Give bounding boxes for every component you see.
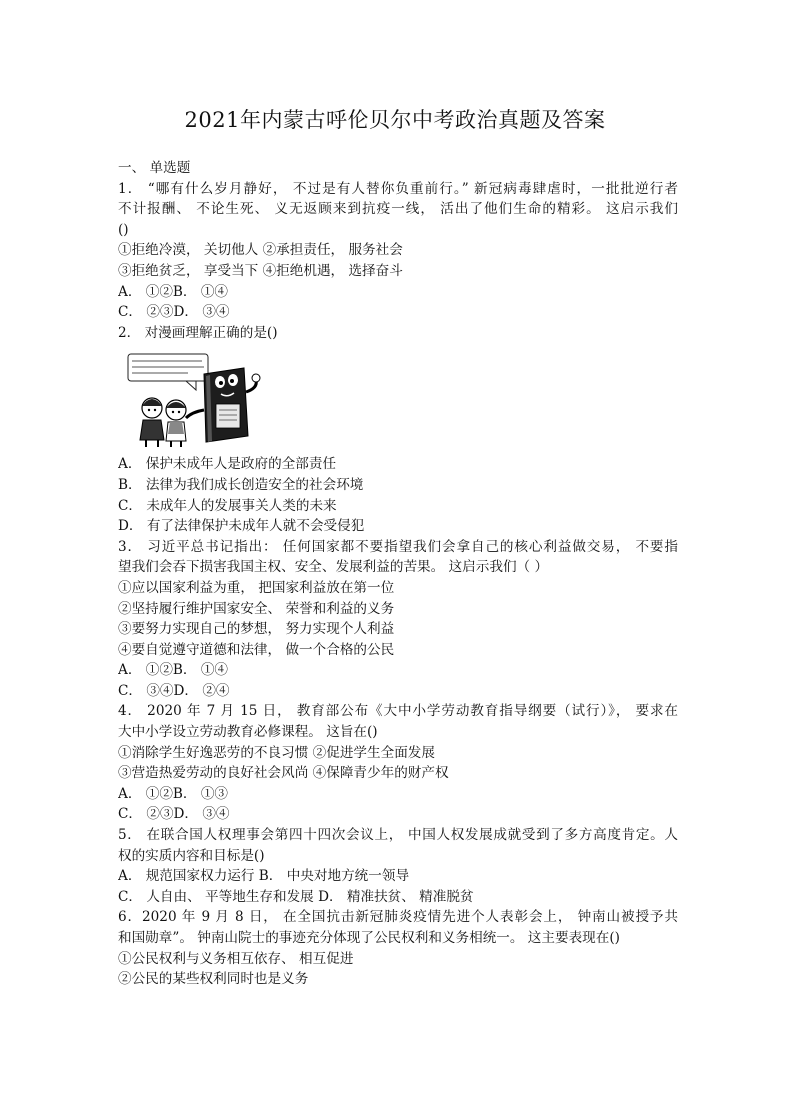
q6-option-2: ②公民的某些权利同时也是义务: [118, 971, 309, 988]
document-body: [118, 158, 678, 990]
q6-stem-line2: 和国勋章”。 钟南山院士的事迹充分体现了公民权利和义务相统一。 这主要表现在(): [118, 930, 620, 946]
q2-stem: 2． 对漫画理解正确的是(): [118, 324, 278, 341]
q4-option-line2: ③营造热爱劳动的良好社会风尚 ④保障青少年的财产权: [118, 765, 449, 782]
q2-option-c: C． 未成年人的发展事关人类的未来: [118, 497, 337, 514]
q2-option-d: D． 有了法律保护未成年人就不会受侵犯: [118, 518, 365, 535]
q5-stem-line2: 权的实质内容和目标是(): [118, 847, 265, 864]
q6-stem-line1: 6．2020 年 9 月 8 日， 在全国抗击新冠肺炎疫情先进个人表彰会上， 钟南山被授予共: [118, 909, 678, 926]
q5-stem-line1: 5． 在联合国人权理事会第四十四次会议上， 中国人权发展成就受到了多方高度肯定。人: [118, 827, 678, 844]
q4-option-line1: ①消除学生好逸恶劳的不良习惯 ②促进学生全面发展: [118, 744, 435, 761]
q2-option-a: A． 保护未成年人是政府的全部责任: [118, 456, 337, 473]
q5-options-cd: C． 人自由、 平等地生存和发展 D． 精准扶贫、 精准脱贫: [118, 888, 474, 905]
q3-answers-ab: A． ①②B． ①④: [118, 662, 229, 679]
q3-answers-cd: C． ③④D． ②④: [118, 682, 230, 699]
q1-option-line1: ①拒绝冷漠， 关切他人 ②承担责任， 服务社会: [118, 242, 403, 259]
q3-stem-line1: 3． 习近平总书记指出： 任何国家都不要指望我们会拿自己的核心利益做交易， 不要指: [118, 538, 678, 555]
q3-option-4: ④要自觉遵守道德和法律， 做一个合格的公民: [118, 641, 395, 658]
cartoon-drawing: [126, 352, 266, 448]
q1-answers-cd: C． ②③D． ③④: [118, 304, 230, 321]
q3-option-1: ①应以国家利益为重， 把国家利益放在第一位: [118, 579, 395, 596]
q3-stem-line2: 望我们会吞下损害我国主权、安全、发展利益的苦果。 这启示我们（ ）: [118, 559, 549, 576]
section-heading: 一、 单选题: [118, 160, 191, 176]
q1-stem-line3: (): [118, 221, 129, 238]
q1-answers-ab: A． ①②B． ①④: [118, 283, 229, 300]
child-girl: [140, 398, 164, 447]
child-boy: [166, 400, 186, 447]
q4-answers-cd: C． ②③D． ③④: [118, 806, 230, 823]
q5-options-ab: A． 规范国家权力运行 B． 中央对地方统一领导: [118, 868, 410, 885]
q1-stem-line2: 不计报酬、 不论生死、 义无返顾来到抗疫一线， 活出了他们生命的精彩。 这启示我们: [118, 201, 678, 218]
q3-option-3: ③要努力实现自己的梦想， 努力实现个人利益: [118, 621, 395, 638]
q1-option-line2: ③拒绝贫乏， 享受当下 ④拒绝机遇， 选择奋斗: [118, 262, 403, 279]
cartoon-image: [126, 352, 266, 448]
document-title: 2021年内蒙古呼伦贝尔中考政治真题及答案: [184, 108, 606, 132]
speech-bubble-tail: [186, 381, 196, 390]
q4-answers-ab: A． ①②B． ①③: [118, 785, 229, 802]
q4-stem-line1: 4． 2020 年 7 月 15 日， 教育部公布《大中小学劳动教育指导纲要（试行）》， 要求在: [118, 703, 678, 720]
q3-option-2: ②坚持履行维护国家安全、 荣誉和利益的义务: [118, 600, 395, 617]
q6-option-1: ①公民权利与义务相互依存、 相互促进: [118, 950, 354, 967]
q1-stem-line1: 1． “哪有什么岁月静好， 不过是有人替你负重前行。” 新冠病毒肆虐时，一批批逆行者: [118, 180, 678, 197]
q4-stem-line2: 大中小学设立劳动教育必修课程。 这旨在(): [118, 724, 378, 741]
q2-option-b: B． 法律为我们成长创造安全的社会环境: [118, 476, 364, 493]
